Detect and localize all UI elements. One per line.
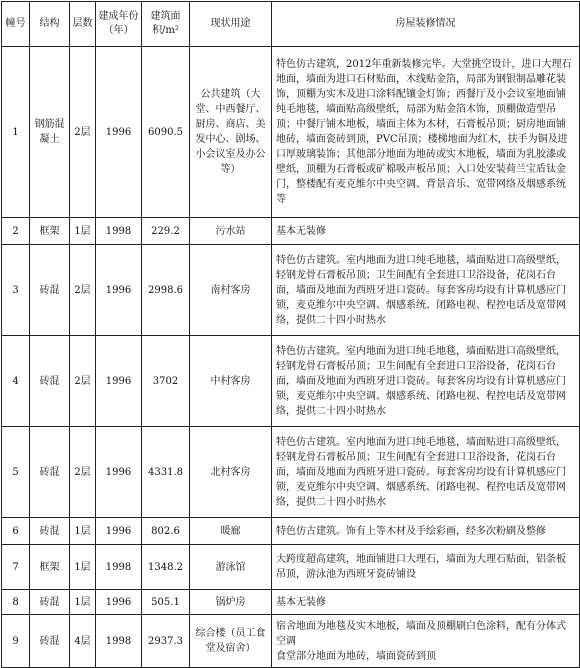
cell-structure: 钢筋混凝土	[30, 47, 70, 218]
cell-use: 综合楼（员工食堂及宿舍）	[190, 615, 272, 668]
cell-area: 2937.3	[142, 615, 190, 668]
cell-year: 1996	[96, 590, 142, 615]
cell-structure: 框架	[30, 545, 70, 590]
cell-no: 8	[2, 590, 30, 615]
table-row	[2, 218, 580, 245]
table-row	[2, 615, 580, 668]
cell-floors: 2层	[70, 336, 96, 427]
cell-year: 1996	[96, 245, 142, 336]
cell-no: 2	[2, 218, 30, 245]
cell-use: 中村客房	[190, 336, 272, 427]
cell-year: 1998	[96, 218, 142, 245]
table-row	[2, 590, 580, 615]
cell-structure: 框架	[30, 218, 70, 245]
cell-structure: 砖混	[30, 245, 70, 336]
cell-area: 1348.2	[142, 545, 190, 590]
header-decoration: 房屋装修情况	[272, 2, 580, 47]
cell-decoration: 基本无装修	[272, 218, 580, 245]
cell-use: 游泳馆	[190, 545, 272, 590]
header-row	[2, 2, 580, 47]
header-structure: 结构	[30, 2, 70, 47]
cell-structure: 砖混	[30, 518, 70, 545]
cell-decoration: 基本无装修	[272, 590, 580, 615]
cell-area: 229.2	[142, 218, 190, 245]
cell-decoration: 特色仿古建筑。室内地面为进口纯毛地毯，墙面贴进口高级壁纸，轻钢龙骨石膏板吊顶；卫生间配有全套进口卫浴设备，花岗石台面，墙面及地面为西班牙进口瓷砖。每套客房均设有计算机感应门锁，麦克维尔中央空调、烟感系统、闭路电视、程控电话及宽带网络，提供二十四小时热水	[272, 336, 580, 427]
cell-use: 污水站	[190, 218, 272, 245]
table-row	[2, 245, 580, 336]
table-row	[2, 47, 580, 218]
cell-decoration: 特色仿古建筑。室内地面为进口纯毛地毯，墙面贴进口高级壁纸，轻钢龙骨石膏板吊顶；卫生间配有全套进口卫浴设备，花岗石台面，墙面及地面为西班牙进口瓷砖。每套客房均设有计算机感应门锁，麦克维尔中央空调、烟感系统、闭路电视、程控电话及宽带网络，提供二十四小时热水	[272, 427, 580, 518]
cell-decoration: 宿舍地面为地毯及实木地板，墙面及顶棚刷白色涂料，配有分体式空调 食堂部分地面为地砖，墙面瓷砖到顶	[272, 615, 580, 668]
cell-area: 3702	[142, 336, 190, 427]
header-use: 现状用途	[190, 2, 272, 47]
cell-decoration: 特色仿古建筑。室内地面为进口纯毛地毯，墙面贴进口高级壁纸，轻钢龙骨石膏板吊顶；卫生间配有全套进口卫浴设备，花岗石台面，墙面及地面为西班牙进口瓷砖。每套客房均设有计算机感应门锁，麦克维尔中央空调、烟感系统、闭路电视、程控电话及宽带网络，提供二十四小时热水	[272, 245, 580, 336]
cell-floors: 2层	[70, 427, 96, 518]
cell-structure: 砖混	[30, 427, 70, 518]
cell-structure: 砖混	[30, 615, 70, 668]
cell-no: 1	[2, 47, 30, 218]
table-row	[2, 518, 580, 545]
cell-floors: 1层	[70, 590, 96, 615]
cell-area: 2998.6	[142, 245, 190, 336]
cell-year: 1998	[96, 615, 142, 668]
header-floors: 层数	[70, 2, 96, 47]
cell-no: 5	[2, 427, 30, 518]
cell-year: 1996	[96, 47, 142, 218]
header-year: 建成年份（年）	[96, 2, 142, 47]
cell-decoration: 特色仿古建筑。饰有上等木材及手绘彩画，经多次粉刷及整修	[272, 518, 580, 545]
cell-area: 4331.8	[142, 427, 190, 518]
table-row	[2, 336, 580, 427]
cell-floors: 2层	[70, 245, 96, 336]
cell-use: 北村客房	[190, 427, 272, 518]
cell-decoration: 大跨度超高建筑，地面铺进口大理石，墙面为大理石贴面，铝条板吊顶，游泳池为西班牙瓷砖铺设	[272, 545, 580, 590]
cell-no: 3	[2, 245, 30, 336]
table-row	[2, 427, 580, 518]
cell-use: 公共建筑（大堂、中西餐厅、厨房、商店、美发中心、剧场、小会议室及办公等）	[190, 47, 272, 218]
cell-no: 7	[2, 545, 30, 590]
cell-floors: 1层	[70, 518, 96, 545]
cell-no: 6	[2, 518, 30, 545]
cell-use: 南村客房	[190, 245, 272, 336]
cell-floors: 1层	[70, 545, 96, 590]
cell-no: 9	[2, 615, 30, 668]
cell-floors: 4层	[70, 615, 96, 668]
cell-year: 1998	[96, 545, 142, 590]
cell-use: 锅炉房	[190, 590, 272, 615]
cell-use: 暖廊	[190, 518, 272, 545]
building-decoration-table	[1, 1, 580, 668]
cell-floors: 2层	[70, 47, 96, 218]
cell-decoration: 特色仿古建筑，2012年重新装修完毕。大堂挑空设计，进口大理石地面，墙面为进口石材贴面，木线贴金箔，局部为钢银制晶雕花装饰，顶棚为实木及进口涂料配镶金灯饰；西餐厅及小会议室地面铺纯毛地毯，墙面贴高级壁纸，局部为贴金箔木饰，顶棚做造型吊顶；中餐厅铺木地板，墙面主体为木材，石膏板吊顶；厨房地面铺地砖，墙面瓷砖到顶，PVC吊顶；楼梯地面为红木，扶手为铜及进口厚玻璃装饰；其他部分地面为地砖或实木地板，墙面为乳胶漆或壁纸，顶棚为石膏板或矿棉吸声板吊顶；入口处安装荷兰宝盾钛金门，整楼配有麦克维尔中央空调、背景音乐、宽带网络及烟感系统等	[272, 47, 580, 218]
cell-structure: 砖混	[30, 336, 70, 427]
cell-no: 4	[2, 336, 30, 427]
table-row	[2, 545, 580, 590]
cell-year: 1996	[96, 336, 142, 427]
cell-year: 1996	[96, 518, 142, 545]
cell-structure: 砖混	[30, 590, 70, 615]
cell-area: 802.6	[142, 518, 190, 545]
header-no: 幢号	[2, 2, 30, 47]
cell-area: 505.1	[142, 590, 190, 615]
cell-year: 1996	[96, 427, 142, 518]
cell-floors: 1层	[70, 218, 96, 245]
cell-area: 6090.5	[142, 47, 190, 218]
header-area: 建筑面积/m²	[142, 2, 190, 47]
